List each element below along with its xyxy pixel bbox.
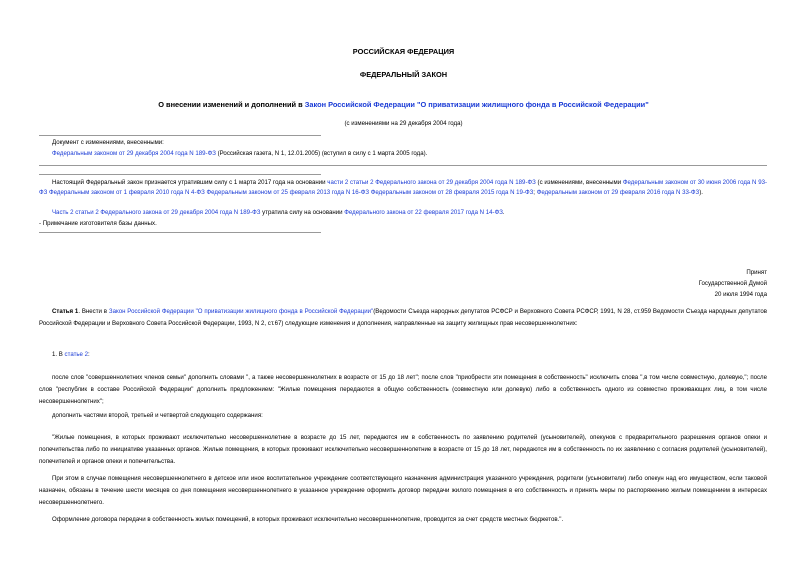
paragraph-quote-3: Оформление договора передачи в собственность жилых помещений, в которых проживают исключительно несовершеннолетние, проводится за счет средств местных бюджетов.".	[52, 516, 564, 523]
status-link[interactable]: Федеральным законом от 30 июня 2006 года N 93-ФЗ	[39, 179, 767, 196]
changes-list	[52, 150, 427, 158]
status-link[interactable]: Федеральным законом от 1 февраля 2010 года N 4-ФЗ	[49, 188, 205, 196]
paragraph-quote-2: При этом в случае помещения несовершеннолетнего в детское или иное воспитательное учреждение соответствующего назначения администрация указанного учреждения, родители (усыновители) либо опекун над его имуществом, если таковой назначен, обязаны в течение шести месяцев со дня помещения несовершеннолетнего в указанное учреждение оформить договор передачи жилого помещения в его собственность и принять меры по распоряжению жилым помещением в интересах несовершеннолетнего.	[39, 475, 767, 506]
item-1: 1. В статье 2:	[52, 351, 90, 358]
status-link[interactable]: Федеральным законом от 28 февраля 2015 года N 19-ФЗ	[370, 188, 534, 196]
status-link[interactable]: Федеральным законом от 25 февраля 2013 года N 16-ФЗ	[206, 188, 370, 196]
article-2-link[interactable]: статье 2	[64, 351, 89, 358]
divider	[39, 232, 321, 233]
document-title	[0, 100, 807, 109]
header-law-type: ФЕДЕРАЛЬНЫЙ ЗАКОН	[359, 70, 448, 79]
changes-intro: Документ с изменениями, внесенными:	[52, 139, 164, 146]
status-link[interactable]: Федеральным законом от 29 февраля 2016 года N 33-ФЗ	[536, 188, 700, 196]
title-prefix: О внесении изменений и дополнений в	[158, 100, 305, 109]
paragraph-quote-1: "Жилые помещения, в которых проживают исключительно несовершеннолетние в возрасте до 15 лет, передаются им в собственность по заявлению родителей (усыновителей), опекунов с предварительного разрешения органов опеки и попечительства либо по инициативе указанных органов. Жилые помещения, в которых проживают исключительно несовершеннолетние в возрасте от 15 до 18 лет, передаются им в собственность по их заявлению с согласия родителей (усыновителей), попечителей и органов опеки и попечительства.	[39, 434, 767, 465]
changes-tail: (Российская газета, N 1, 12.01.2005) (вступил в силу с 1 марта 2005 года).	[215, 150, 428, 157]
adopted-body: Государственной Думой	[698, 280, 767, 288]
title-law-link[interactable]: Закон Российской Федерации "О приватизации жилищного фонда в Российской Федерации"	[304, 100, 649, 109]
paragraph-add-parts: дополнить частями второй, третьей и четвертой следующего содержания:	[52, 412, 263, 419]
status-link[interactable]: части 2 статьи 2 Федерального закона от 29 декабря 2004 года N 189-ФЗ	[327, 179, 536, 186]
document-subtitle: (с изменениями на 29 декабря 2004 года)	[344, 120, 463, 127]
divider	[39, 165, 767, 166]
adoption-block	[699, 267, 767, 301]
changes-law-link[interactable]: Федеральным законом от 29 декабря 2004 года N 189-ФЗ	[52, 150, 216, 157]
status-paragraph: Настоящий Федеральный закон признается утратившим силу с 1 марта 2017 года на основании части 2 статьи 2 Федерального закона от 29 декабря 2004 года N 189-ФЗ (с изменениями, внесенными Федеральным законом от 30 июня 2006 года N 93-ФЗ Федеральным законом от 1 февраля 2010 года N 4-ФЗ Федеральным законом от 25 февраля 2013 года N 16-ФЗ Федеральным законом от 28 февраля 2015 года N 19-ФЗ; Федеральным законом от 29 февраля 2016 года N 33-ФЗ).	[39, 179, 767, 196]
divider	[39, 174, 321, 175]
repeal-note: Часть 2 статьи 2 Федерального закона от 29 декабря 2004 года N 189-ФЗ утратила силу на основании Федерального закона от 22 февраля 2017 года N 14-ФЗ.	[52, 209, 505, 216]
repeal-link[interactable]: Федерального закона от 22 февраля 2017 года N 14-ФЗ	[344, 209, 503, 216]
repeal-link[interactable]: Часть 2 статьи 2 Федерального закона от 29 декабря 2004 года N 189-ФЗ	[52, 209, 261, 216]
adopted-date: 20 июля 1994 года	[714, 291, 767, 299]
article-1: Статья 1. Внести в Закон Российской Федерации "О приватизации жилищного фонда в Российской Федерации"(Ведомости Съезда народных депутатов РСФСР и Верховного Совета РСФСР, 1991, N 28, ст.959 Ведомости Съезда народных депутатов Российской Федерации и Верховного Совета Российской Федерации, 1993, N 2, ст.67) следующие изменения и дополнения, направленные на защиту жилищных прав несовершеннолетних:	[39, 308, 767, 327]
header-country: РОССИЙСКАЯ ФЕДЕРАЦИЯ	[352, 47, 455, 56]
article-label: Статья 1	[52, 308, 79, 315]
divider	[39, 135, 321, 136]
db-note: - Примечание изготовителя базы данных.	[39, 220, 157, 227]
adopted-label: Принят	[746, 269, 767, 276]
paragraph-after-words: после слов "совершеннолетних членов семьи" дополнить словами ", а также несовершеннолетних в возрасте от 15 до 18 лет"; после слов "приобрести эти помещения в собственность" исключить слова ",в том числе совместную, долевую,"; после слов "республик в составе Российской Федерации" дополнить предложением: "Жилые помещения передаются в общую собственность (совместную или долевую) либо в собственность одного из совместно проживающих лиц, в том числе несовершеннолетних";	[39, 374, 767, 405]
article-law-link[interactable]: Закон Российской Федерации "О приватизации жилищного фонда в Российской Федерации"	[108, 308, 374, 315]
